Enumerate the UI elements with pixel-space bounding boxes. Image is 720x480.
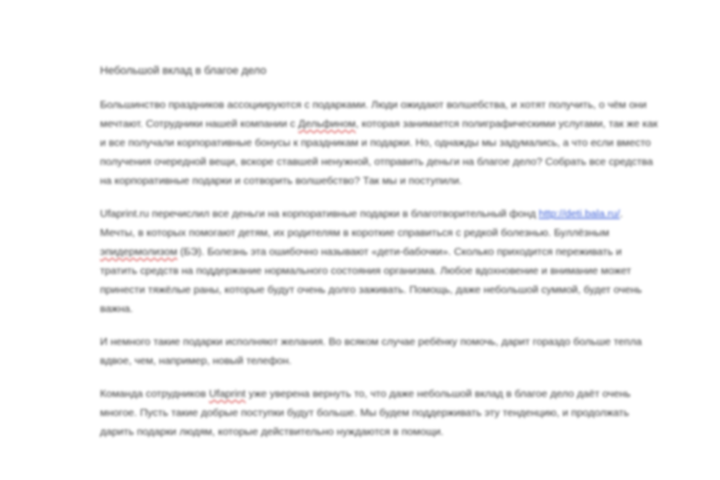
paragraph-text: И немного такие подарки исполняют желания. Во всяком случае ребёнку помочь, дарит гораздо больше тепла вдвое, чем, например, новый телефон. [100,336,642,367]
paragraph [100,205,660,319]
paragraph-text: . Мечты, в которых помогают детям, их родителям в короткие справиться с редкой болезнью. Буллёзным [100,208,623,239]
document-title: Небольшой вклад в благое дело [100,65,267,77]
paragraph [100,333,660,371]
spellcheck-flagged-word[interactable]: Дельфином [298,118,356,130]
paragraph-text: уже уверена вернуть то, что даже небольшой вклад в благое дело даёт очень многое. Пусть такие добрые поступки будут больше. Мы будем поддерживать эту тенденцию, и продолжать дарить подарки людям, которые действительно нуждаются в помощи. [100,388,631,438]
document-body [100,64,660,456]
fund-link[interactable]: http://deti.bala.ru/ [538,208,620,220]
spellcheck-flagged-word[interactable]: эпидермолизом [100,246,178,258]
paragraph-text: , которая занимается полиграфическими услугами, так же как и все получали корпоративные бонусы к праздникам и подарки. Но, однажды мы задумались, а что если вместо получения очередной вещи, вскоре ставшей ненужной, отправить деньги на благое дело? Собрать все средства на корпоративные подарки и сотворить волшебство? Так мы и поступили. [100,118,658,187]
paragraph-text: Команда сотрудников [100,388,209,400]
spellcheck-flagged-word[interactable]: Ufaprint [208,388,246,400]
paragraph-text: Ufaprint.ru перечислил все деньги на корпоративные подарки в благотворительный фонд [100,208,539,220]
paragraph-text: Большинство праздников ассоциируются с подарками. Люди ожидают волшебства, и хотят получить, о чём они мечтают. Сотрудники нашей компании с [100,99,647,130]
paragraph [100,385,660,442]
paragraph [100,96,660,191]
paragraph-text: (БЭ). Болезнь эта ошибочно называют «дети-бабочки». Сколько приходится переживать и тратить средств на поддержание нормального состояния организма. Любое вдохновение и внимание может принести тяжёлые раны, которые будут очень долго заживать. Помощь, даже небольшой суммой, будет очень важна. [100,246,642,315]
